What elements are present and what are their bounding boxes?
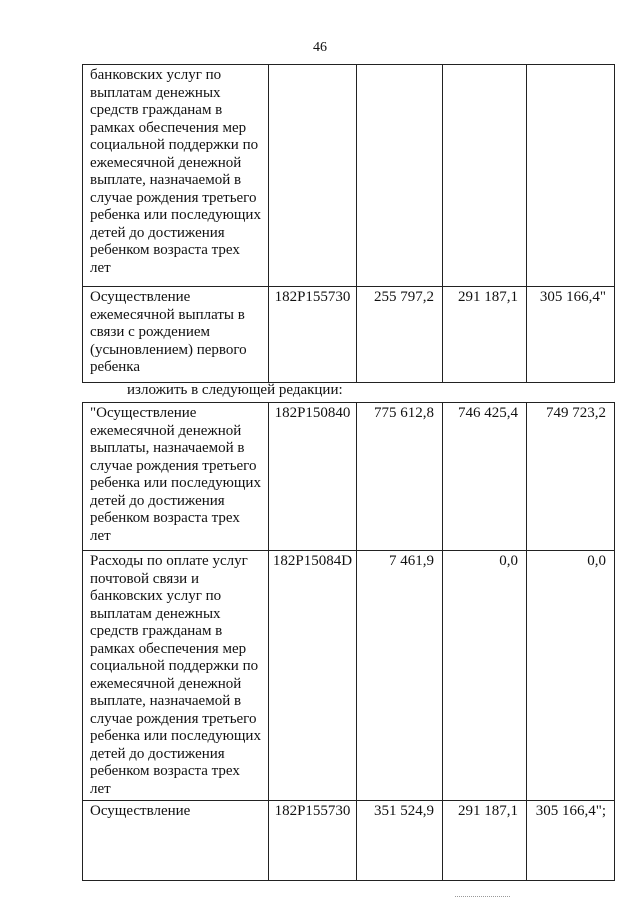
row-value-1: 775 612,8: [357, 403, 443, 551]
row-value-3: 305 166,4": [527, 287, 615, 383]
row-value-1: 255 797,2: [357, 287, 443, 383]
row-code: 182P155730: [269, 801, 357, 881]
row-value-1: 351 524,9: [357, 801, 443, 881]
row-value-3: 749 723,2: [527, 403, 615, 551]
row-description: Осуществление: [83, 801, 269, 881]
table-row: [83, 287, 615, 383]
row-value-1: 7 461,9: [357, 551, 443, 801]
scan-artifact: [455, 896, 510, 899]
row-description: Расходы по оплате услуг почтовой связи и банковских услуг по выплатам денежных средств гражданам в рамках обеспечения мер социальной поддержки по ежемесячной денежной выплате, назначаемой в случае рождения третьего ребенка или последующих детей до достижения ребенком возраста трех лет: [83, 551, 269, 801]
row-description: банковских услуг по выплатам денежных средств гражданам в рамках обеспечения мер социальной поддержки по ежемесячной денежной выплате, назначаемой в случае рождения третьего ребенка или последующих детей до достижения ребенком возраста трех лет: [83, 65, 269, 287]
table-row: [83, 65, 615, 287]
row-description: Осуществление ежемесячной выплаты в связи с рождением (усыновлением) первого ребенка: [83, 287, 269, 383]
table-row: [83, 403, 615, 551]
row-value-3: 0,0: [527, 551, 615, 801]
row-description: "Осуществление ежемесячной денежной выплаты, назначаемой в случае рождения третьего ребенка или последующих детей до достижения ребенком возраста трех лет: [83, 403, 269, 551]
table-row: [83, 801, 615, 881]
row-value-2: 746 425,4: [443, 403, 527, 551]
row-value-2: [443, 65, 527, 287]
budget-table-new: [82, 402, 615, 881]
row-value-3: 305 166,4";: [527, 801, 615, 881]
row-code: 182P155730: [269, 287, 357, 383]
row-value-3: [527, 65, 615, 287]
table-row: [83, 551, 615, 801]
budget-table-old: [82, 64, 615, 383]
row-code: 182P15084D: [269, 551, 357, 801]
page-number: 46: [313, 40, 327, 55]
row-value-2: 0,0: [443, 551, 527, 801]
row-code: 182P150840: [269, 403, 357, 551]
row-value-2: 291 187,1: [443, 801, 527, 881]
amendment-caption: изложить в следующей редакции:: [127, 382, 343, 398]
row-value-1: [357, 65, 443, 287]
row-code: [269, 65, 357, 287]
row-value-2: 291 187,1: [443, 287, 527, 383]
